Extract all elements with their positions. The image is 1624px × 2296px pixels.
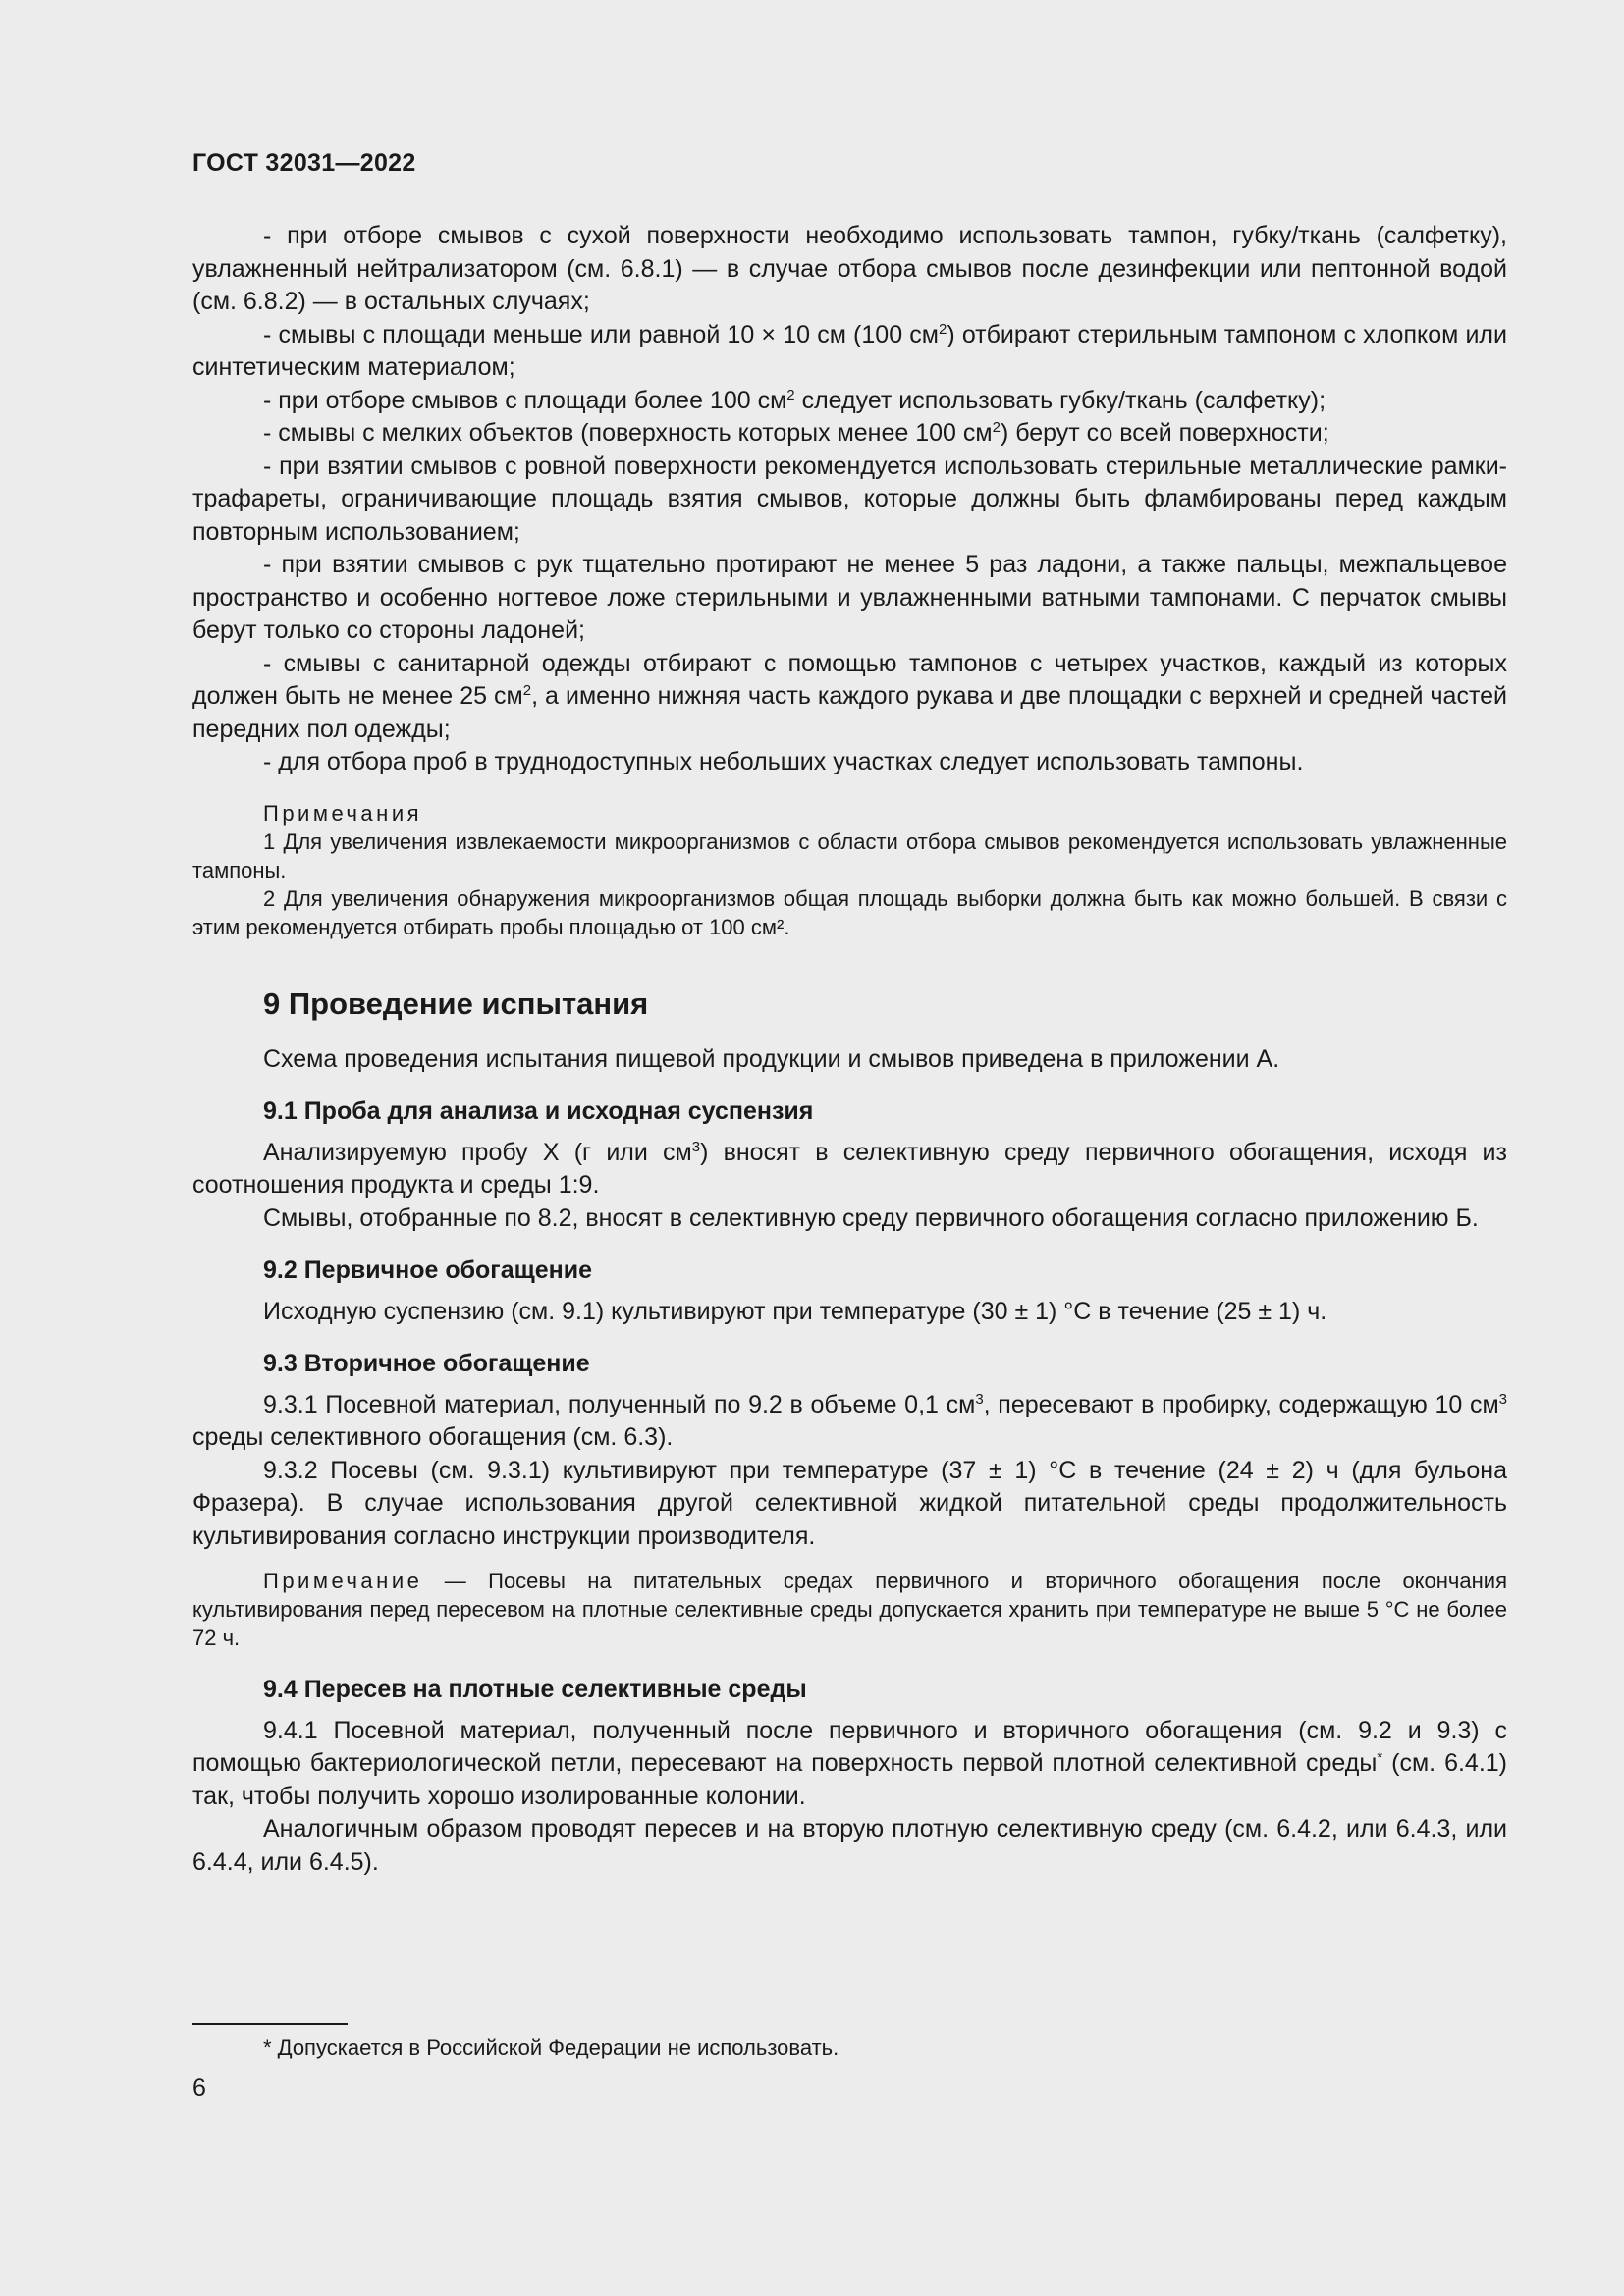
note-item: 2 Для увеличения обнаружения микроорганизмов общая площадь выборки должна быть как можно большей. В связи с этим рекомендуется отбирать пробы площадью от 100 см². <box>192 885 1507 939</box>
page-content <box>192 220 1507 1879</box>
note: Примечание — Посевы на питательных средах первичного и вторичного обогащения после окончания культивирования перед пересевом на плотные селективные среды допускается хранить при температуре не выше 5 °С не более 72 ч. <box>192 1569 1507 1650</box>
footnote-divider <box>192 2023 348 2025</box>
paragraph: 9.3.2 Посевы (см. 9.3.1) культивируют при температуре (37 ± 1) °С в течение (24 ± 2) ч (для бульона Фразера). В случае использования другой селективной жидкой питательной среды продолжительность культивирования согласно инструкции производителя. <box>192 1456 1507 1550</box>
section-9-2-title: 9.2 Первичное обогащение <box>263 1256 592 1284</box>
list-item: - при отборе смывов с сухой поверхности необходимо использовать тампон, губку/ткань (салфетку), увлажненный нейтрализатором (см. 6.8.1) — в случае отбора смывов после дезинфекции или пептонной водой (см. 6.8.2) — в остальных случаях; <box>192 222 1507 315</box>
notes-block <box>192 799 1507 941</box>
list-item: - при взятии смывов с ровной поверхности рекомендуется использовать стерильные металлические рамки-трафареты, ограничивающие площадь взятия смывов, которые должны быть фламбированы перед каждым повторным использованием; <box>192 452 1507 546</box>
list-item: - смывы с площади меньше или равной 10 × 10 см (100 $см^2$) отбирают стерильным тампоном с хлопком или синтетическим материалом; <box>192 320 1507 381</box>
document-header: ГОСТ 32031—2022 <box>192 149 416 177</box>
notes-heading: Примечания <box>263 800 423 826</box>
note-label: Примечание <box>263 1569 423 1593</box>
paragraph: 9.4.1 Посевной материал, полученный после первичного и вторичного обогащения (см. 9.2 и 9.3) с помощью бактериологической петли, пересевают на поверхность первой плотной селективной среды* (см. 6.4.1) так, чтобы получить хорошо изолированные колонии. <box>192 1716 1508 1810</box>
paragraph: Смывы, отобранные по 8.2, вносят в селективную среду первичного обогащения согласно приложению Б. <box>263 1203 1479 1232</box>
section-9-3-title: 9.3 Вторичное обогащение <box>263 1350 590 1377</box>
page-number: 6 <box>192 2074 206 2102</box>
paragraph: Анализируемую пробу X (г или $см^3$) вносят в селективную среду первичного обогащения, исходя из соотношения продукта и среды 1:9. <box>192 1138 1507 1199</box>
list-item: - смывы с мелких объектов (поверхность которых менее 100 $см^2$) берут со всей поверхности; <box>263 419 1329 447</box>
list-item: - при отборе смывов с площади более 100 $см^2$ следует использовать губку/ткань (салфетку); <box>263 386 1326 414</box>
section-9-title: 9 Проведение испытания <box>263 986 649 1021</box>
list-item: - при взятии смывов с рук тщательно протирают не менее 5 раз ладони, а также пальцы, межпальцевое пространство и особенно ногтевое ложе стерильными и увлажненными ватными тампонами. С перчаток смывы берут только со стороны ладоней; <box>192 551 1507 644</box>
list-item: - смывы с санитарной одежды отбирают с помощью тампонов с четырех участков, каждый из которых должен быть не менее 25 $см^2$, а именно нижняя часть каждого рукава и две площадки с верхней и средней частей передних пол одежды; <box>192 649 1507 743</box>
paragraph: Аналогичным образом проводят пересев и на вторую плотную селективную среду (см. 6.4.2, или 6.4.3, или 6.4.4, или 6.4.5). <box>192 1815 1507 1876</box>
paragraph: Исходную суспензию (см. 9.1) культивируют при температуре (30 ± 1) °С в течение (25 ± 1) ч. <box>263 1297 1327 1325</box>
paragraph: 9.3.1 Посевной материал, полученный по 9.2 в объеме 0,1 $см^3$, пересевают в пробирку, содержащую 10 $см^3$ среды селективного обогащения (см. 6.3). <box>192 1390 1507 1451</box>
note-item: 1 Для увеличения извлекаемости микроорганизмов с области отбора смывов рекомендуется использовать увлажненные тампоны. <box>192 828 1507 882</box>
section-9-intro: Схема проведения испытания пищевой продукции и смывов приведена в приложении А. <box>263 1044 1280 1073</box>
section-9-4-title: 9.4 Пересев на плотные селективные среды <box>263 1676 807 1703</box>
section-9-1-title: 9.1 Проба для анализа и исходная суспензия <box>263 1097 814 1125</box>
list-item: - для отбора проб в труднодоступных небольших участках следует использовать тампоны. <box>263 748 1304 775</box>
footnote: * Допускается в Российской Федерации не использовать. <box>263 2035 839 2059</box>
